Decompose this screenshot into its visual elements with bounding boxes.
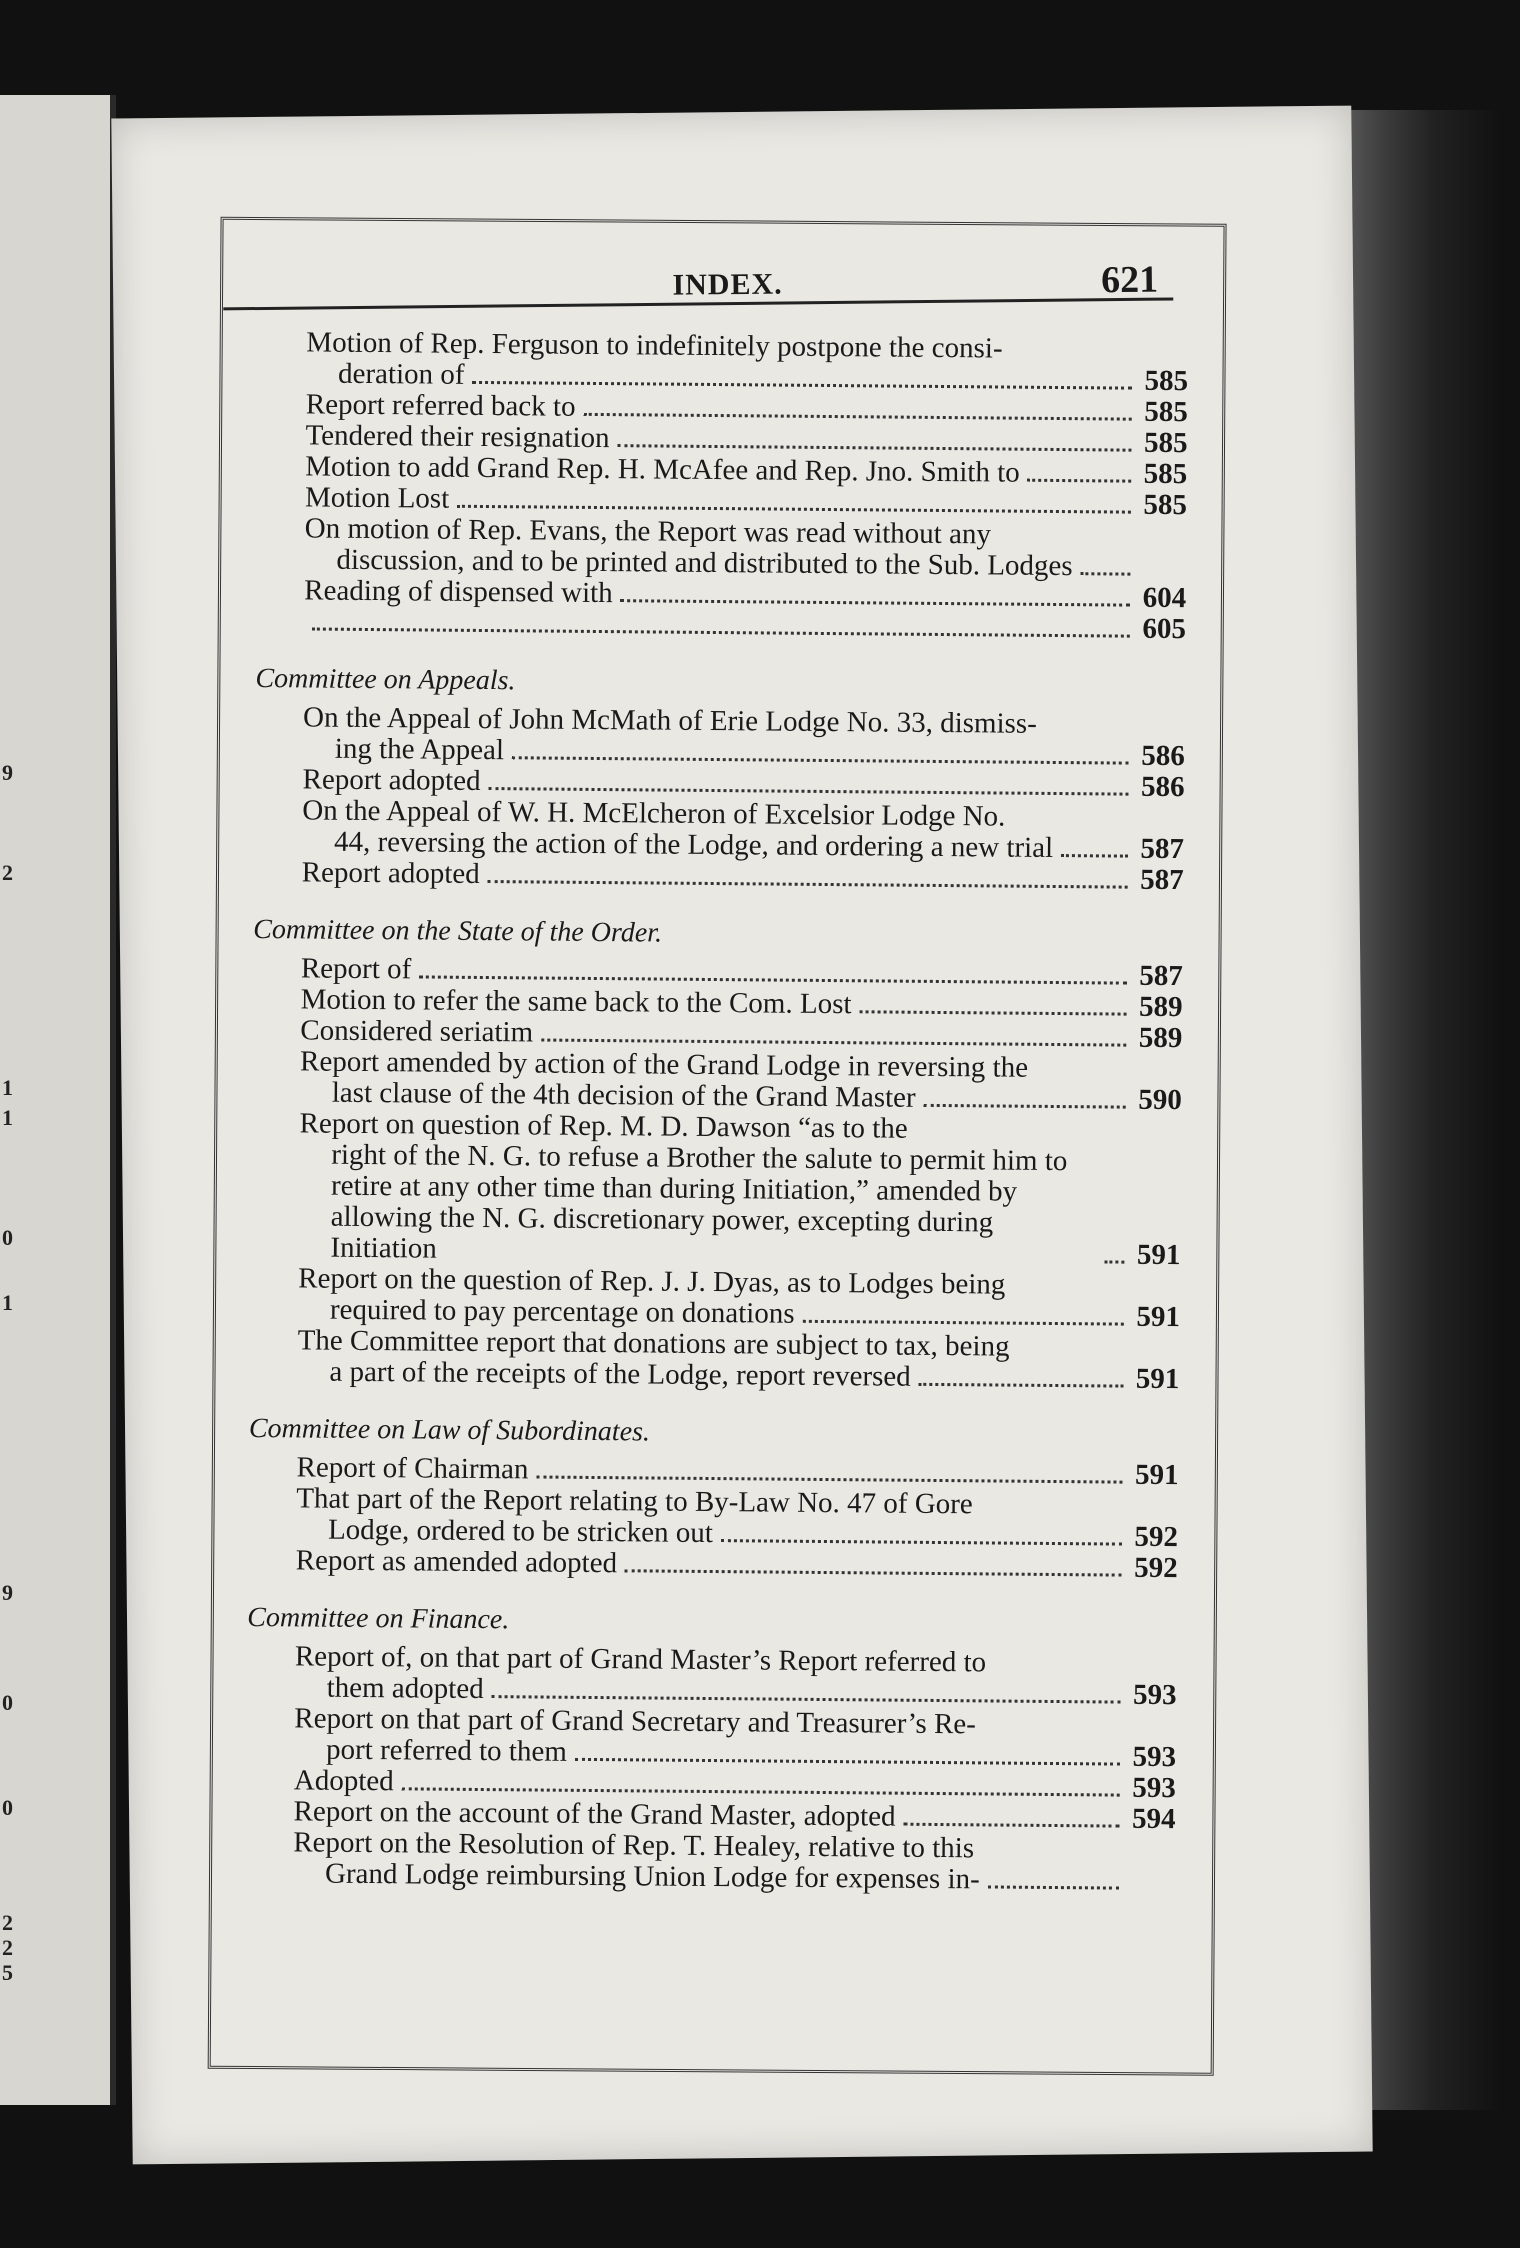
entry-continuation-text: last clause of the 4th decision of the Grand Master <box>331 1076 916 1114</box>
leader-dots <box>859 1010 1126 1015</box>
entry-text: Report on the account of the Grand Master, adopted <box>293 1795 896 1833</box>
entry-continuation-text: port referred to them <box>325 1733 567 1768</box>
left-margin-number: 9 <box>2 760 13 785</box>
leader-dots <box>802 1320 1123 1326</box>
left-margin-number: 0 <box>2 1225 13 1250</box>
entry-page-number: 586 <box>1140 770 1185 804</box>
entry-page-number: 587 <box>1140 863 1184 897</box>
section-heading: Committee on Finance. <box>247 1601 510 1636</box>
leader-dots <box>625 1569 1122 1576</box>
left-margin-number: 2 <box>2 860 13 885</box>
entry-text: On motion of Rep. Evans, the Report was read without any <box>304 512 992 551</box>
entry-page-number: 589 <box>1138 990 1183 1024</box>
leader-dots <box>1104 1260 1124 1263</box>
entry-page-number: 586 <box>1141 739 1185 773</box>
entry-text: On the Appeal of John McMath of Erie Lodge No. 33, dismiss- <box>302 701 1037 740</box>
entry-page-number: 604 <box>1142 581 1187 615</box>
entry-continuation-text: deration of <box>337 357 465 391</box>
leader-dots <box>457 505 1131 514</box>
entry-page-number: 591 <box>1135 1362 1180 1396</box>
leader-dots <box>312 627 1130 637</box>
left-page-edge <box>0 95 116 2105</box>
page-number: 621 <box>1100 258 1159 302</box>
entry-page-number: 592 <box>1134 1520 1179 1554</box>
entry-continuation-text: required to pay percentage on donations <box>329 1293 795 1330</box>
leader-dots <box>492 1695 1121 1703</box>
leader-dots <box>988 1885 1119 1889</box>
index-page <box>111 106 1372 2165</box>
entry-text: Report of <box>300 952 412 986</box>
entry-page-number: 593 <box>1132 1740 1177 1774</box>
entry-page-number: 605 <box>1142 612 1187 646</box>
entry-text: Report on that part of Grand Secretary and Treasurer’s Re- <box>294 1702 977 1741</box>
leader-dots <box>488 787 1128 796</box>
entry-page-number: 585 <box>1143 488 1188 522</box>
entry-page-number: 585 <box>1143 426 1188 460</box>
left-margin-number: 1 <box>2 1075 13 1100</box>
entry-page-number: 585 <box>1144 395 1188 429</box>
entry-page-number: 591 <box>1136 1238 1181 1272</box>
page-title: INDEX. <box>672 267 783 302</box>
leader-dots <box>402 1787 1120 1796</box>
leader-dots <box>924 1104 1126 1109</box>
left-margin-number: 1 <box>2 1105 13 1130</box>
leader-dots <box>617 444 1131 451</box>
entry-text: Report referred back to <box>305 388 576 423</box>
entry-text: Report on question of Rep. M. D. Dawson “as to the <box>299 1107 908 1145</box>
entry-continuation-text: 44, reversing the action of the Lodge, and ordering a new trial <box>333 825 1054 864</box>
entry-text: Report of Chairman <box>296 1451 529 1486</box>
leader-dots <box>583 413 1131 421</box>
leader-dots <box>919 1383 1124 1388</box>
entry-page-number: 593 <box>1132 1678 1177 1712</box>
entry-text: Report on the question of Rep. J. J. Dyas, as to Lodges being <box>298 1262 1006 1301</box>
leader-dots <box>721 1539 1122 1545</box>
index-content <box>245 327 1189 1897</box>
entry-page-number: 594 <box>1131 1802 1176 1836</box>
entry-page-number: 585 <box>1143 457 1188 491</box>
entry-page-number: 585 <box>1144 364 1189 398</box>
section-heading: Committee on the State of the Order. <box>253 913 663 949</box>
entry-text: Report adopted <box>301 856 480 890</box>
left-margin-number: 1 <box>2 1290 13 1315</box>
leader-dots <box>541 1039 1126 1047</box>
entry-text: Motion Lost <box>304 481 450 515</box>
entry-text: On the Appeal of W. H. McElcheron of Excelsior Lodge No. <box>302 794 1006 833</box>
entry-text: Motion to refer the same back to the Com. Lost <box>300 983 852 1021</box>
entry-page-number: 592 <box>1134 1551 1178 1585</box>
entry-continuation-text: right of the N. G. to refuse a Brother the salute to permit him to retire at any other time than during Initiation,” amended by allowing the N. G. discretionary power, excepting during Initiation <box>330 1138 1068 1265</box>
leader-dots <box>1061 854 1128 858</box>
entry-page-number: 589 <box>1138 1021 1183 1055</box>
leader-dots <box>1028 479 1132 483</box>
entry-continuation-text: Lodge, ordered to be stricken out <box>327 1513 714 1550</box>
entry-text: Adopted <box>293 1764 394 1798</box>
entry-page-number: 587 <box>1139 959 1184 993</box>
entry-text: Motion of Rep. Ferguson to indefinitely postpone the consi- <box>306 326 1003 365</box>
entry-text: Tendered their resignation <box>305 419 610 455</box>
book-spine <box>1350 110 1500 2110</box>
leader-dots <box>419 975 1127 984</box>
leader-dots <box>575 1758 1120 1766</box>
entry-continuation-text: Grand Lodge reimbursing Union Lodge for expenses in- <box>324 1857 980 1896</box>
leader-dots <box>536 1475 1122 1483</box>
entry-page-number: 591 <box>1136 1300 1181 1334</box>
section-heading: Committee on Appeals. <box>255 663 516 697</box>
left-margin-number: 0 <box>2 1690 13 1715</box>
entry-continuation-text: a part of the receipts of the Lodge, report reversed <box>329 1355 911 1393</box>
entry-text: Reading of dispensed with <box>304 574 613 610</box>
leader-dots <box>1081 572 1131 575</box>
left-margin-number: 2 <box>2 1935 13 1960</box>
leader-dots <box>512 756 1129 764</box>
index-entry-continuation <box>250 1139 1181 1271</box>
entry-text: Report of, on that part of Grand Master’s Report referred to <box>294 1640 987 1679</box>
entry-page-number: 593 <box>1132 1771 1176 1805</box>
entry-continuation-text: ing the Appeal <box>334 732 505 767</box>
entry-text: That part of the Report relating to By-Law No. 47 of Gore <box>296 1482 973 1521</box>
entry-page-number: 591 <box>1134 1458 1179 1492</box>
entry-continuation-text: discussion, and to be printed and distributed to the Sub. Lodges <box>336 543 1073 583</box>
entry-text: Report as amended adopted <box>295 1544 618 1580</box>
left-margin-number: 5 <box>2 1960 13 1985</box>
left-margin-number: 9 <box>2 1580 13 1605</box>
entry-text: The Committee report that donations are subject to tax, being <box>297 1324 1010 1363</box>
entry-text: Report on the Resolution of Rep. T. Healey, relative to this <box>293 1826 975 1865</box>
entry-text: Considered seriatim <box>300 1014 534 1049</box>
entry-text: Report amended by action of the Grand Lodge in reversing the <box>299 1045 1029 1084</box>
leader-dots <box>903 1823 1119 1828</box>
section-heading: Committee on Law of Subordinates. <box>248 1412 651 1448</box>
entry-text: Motion to add Grand Rep. H. McAfee and Rep. Jno. Smith to <box>305 450 1020 489</box>
left-margin-number: 0 <box>2 1795 13 1820</box>
leader-dots <box>621 599 1131 606</box>
entry-page-number: 587 <box>1140 832 1185 866</box>
entry-page-number: 590 <box>1138 1083 1182 1117</box>
leader-dots <box>488 880 1128 889</box>
leader-dots <box>472 381 1132 390</box>
entry-text: Report adopted <box>302 763 481 797</box>
left-margin-number: 2 <box>2 1910 13 1935</box>
entry-continuation-text: them adopted <box>326 1671 484 1706</box>
